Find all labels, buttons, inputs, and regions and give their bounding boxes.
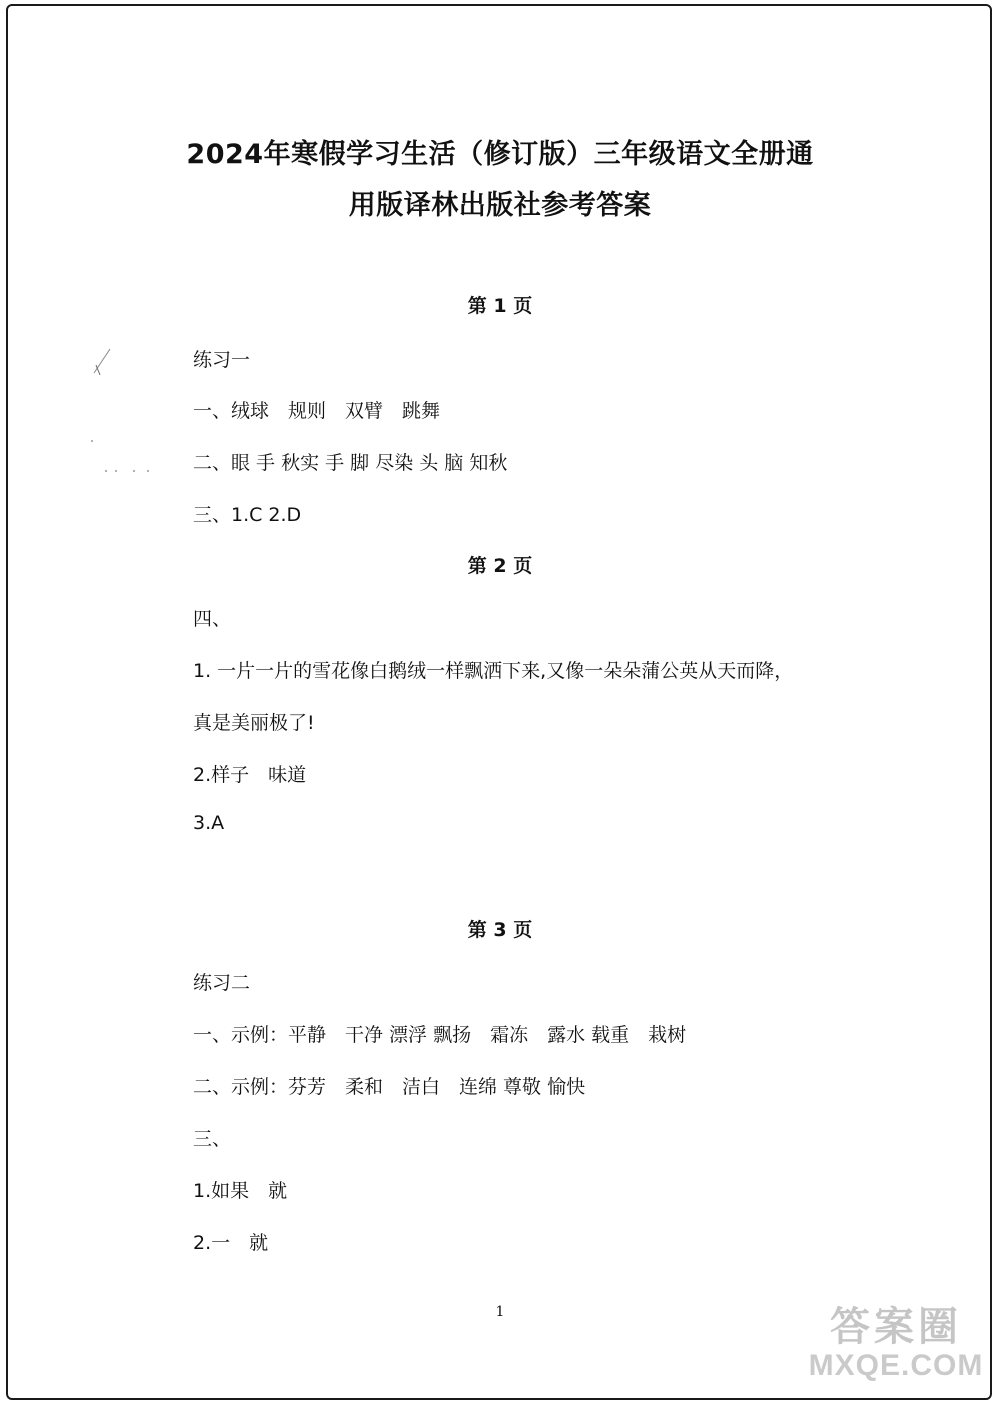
section-heading-page-3: 第 3 页 [467, 919, 533, 941]
document-title-line-2: 用版译林出版社参考答案 [348, 190, 652, 221]
margin-pen-marks [88, 345, 158, 485]
answer-line: 2.一 就 [193, 1232, 269, 1254]
answer-line: 三、 [193, 1128, 232, 1150]
site-watermark-logo [806, 1305, 986, 1395]
watermark-top-text: 答案圈 [830, 1304, 962, 1350]
answer-line: 二、示例：芬芳 柔和 洁白 连绵 尊敬 愉快 [193, 1076, 586, 1098]
answer-line: 三、1.C 2.D [193, 504, 302, 526]
answer-line: 3.A [193, 812, 225, 834]
answer-line: 一、示例：平静 干净 漂浮 飘扬 霜冻 露水 载重 栽树 [193, 1024, 687, 1046]
answer-line: 一、绒球 规则 双臂 跳舞 [193, 400, 441, 422]
answer-line: 1.如果 就 [193, 1180, 288, 1202]
watermark-bottom-text: MXQE.COM [808, 1349, 984, 1382]
document-title-line-1: 2024年寒假学习生活（修订版）三年级语文全册通 [186, 139, 814, 170]
answer-line: 二、眼 手 秋实 手 脚 尽染 头 脑 知秋 [193, 452, 508, 474]
answer-line: 2.样子 味道 [193, 764, 307, 786]
answer-line: 四、 [193, 608, 232, 630]
section-heading-page-2: 第 2 页 [467, 555, 533, 577]
section-heading-page-1: 第 1 页 [467, 295, 533, 317]
answer-line: 1. 一片一片的雪花像白鹅绒一样飘洒下来,又像一朵朵蒲公英从天而降， [193, 660, 794, 682]
page-number: 1 [495, 1304, 505, 1320]
exercise-title: 练习二 [193, 972, 251, 994]
answer-line: 真是美丽极了! [193, 712, 315, 734]
exercise-title: 练习一 [193, 349, 251, 371]
